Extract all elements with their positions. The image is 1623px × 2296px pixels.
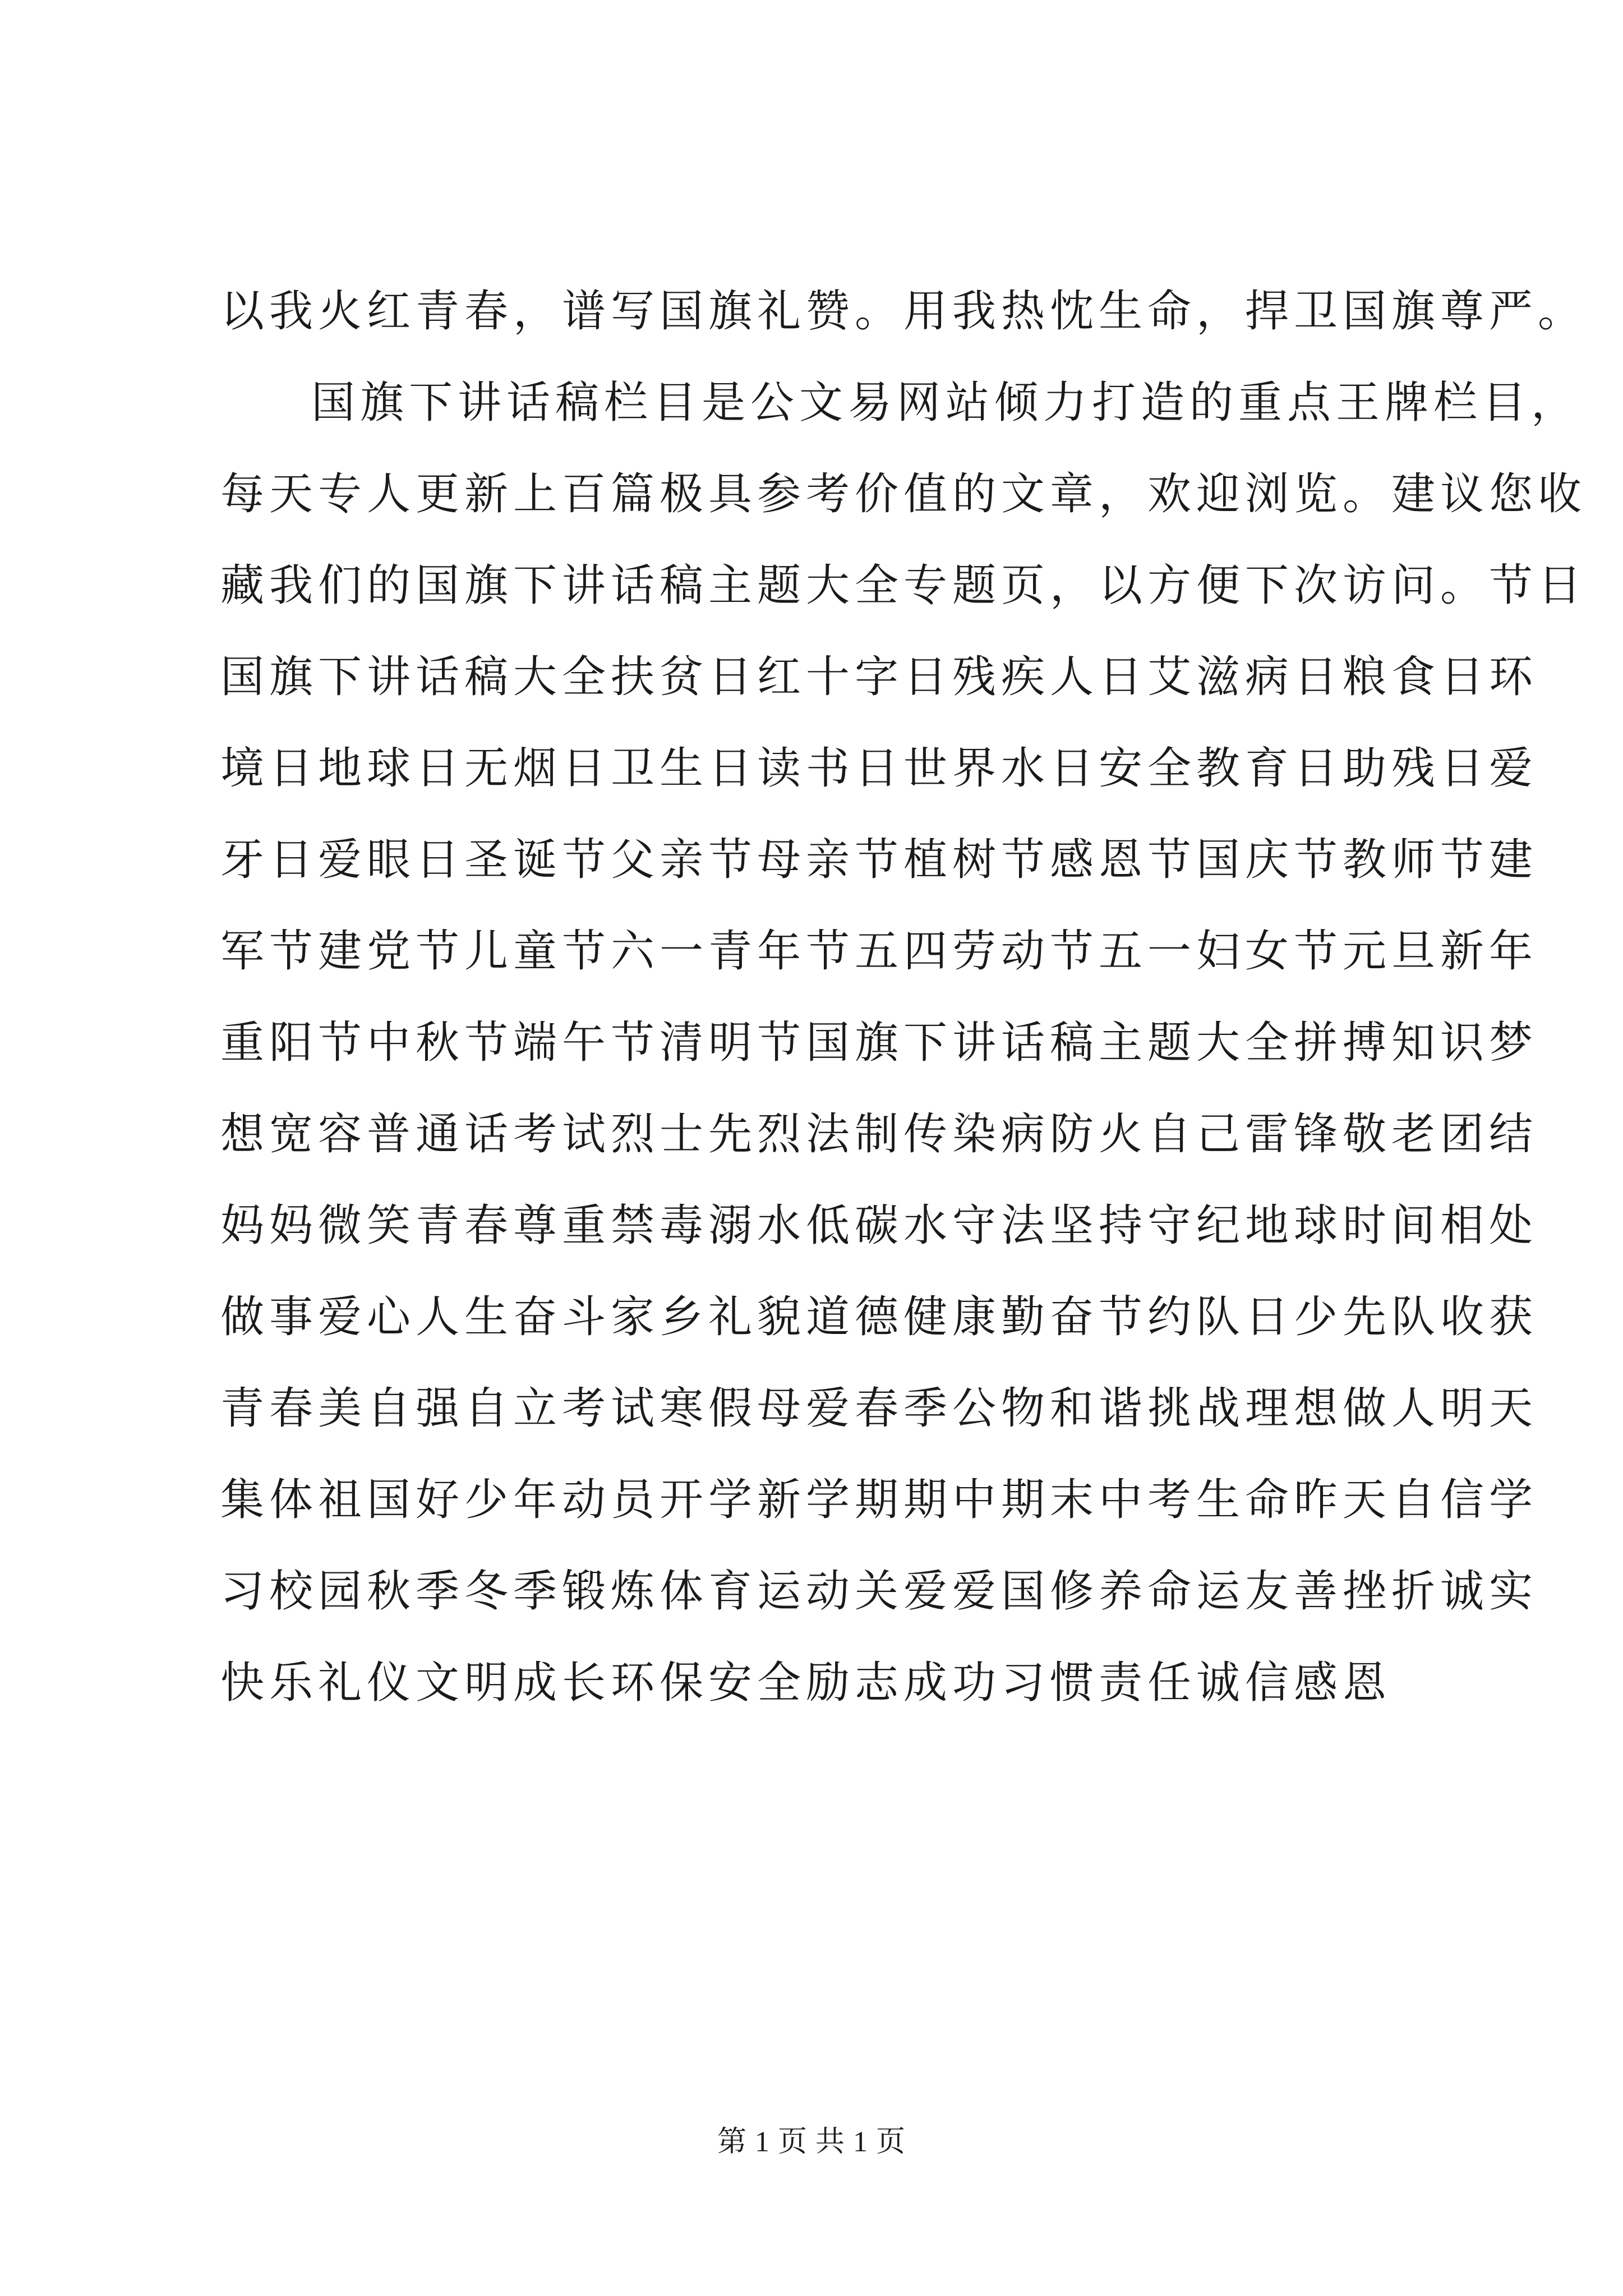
text-line: 藏我们的国旗下讲话稿主题大全专题页，以方便下次访问。节日 <box>220 560 1587 611</box>
text-line: 军节建党节儿童节六一青年节五四劳动节五一妇女节元旦新年 <box>220 926 1538 977</box>
text-line: 想宽容普通话考试烈士先烈法制传染病防火自己雷锋敬老团结 <box>220 1109 1538 1159</box>
paragraph-first-line: 国旗下讲话稿栏目是公文易网站倾力打造的重点王牌栏目， <box>311 378 1580 428</box>
text-line: 集体祖国好少年动员开学新学期期中期末中考生命昨天自信学 <box>220 1475 1538 1525</box>
text-line: 以我火红青春，谱写国旗礼赞。用我热忱生命，捍卫国旗尊严。 <box>220 286 1587 337</box>
text-line: 每天专人更新上百篇极具参考价值的文章，欢迎浏览。建议您收 <box>220 469 1587 519</box>
text-line: 牙日爱眼日圣诞节父亲节母亲节植树节感恩节国庆节教师节建 <box>220 835 1538 885</box>
page-number-footer: 第 1 页 共 1 页 <box>717 2126 906 2158</box>
document-body <box>220 266 1587 1729</box>
text-line: 国旗下讲话稿大全扶贫日红十字日残疾人日艾滋病日粮食日环 <box>220 652 1538 702</box>
text-line: 妈妈微笑青春尊重禁毒溺水低碳水守法坚持守纪地球时间相处 <box>220 1200 1538 1251</box>
text-line: 重阳节中秋节端午节清明节国旗下讲话稿主题大全拼搏知识梦 <box>220 1018 1538 1068</box>
text-line: 境日地球日无烟日卫生日读书日世界水日安全教育日助残日爱 <box>220 743 1538 794</box>
text-line: 习校园秋季冬季锻炼体育运动关爱爱国修养命运友善挫折诚实 <box>220 1566 1538 1617</box>
text-line: 做事爱心人生奋斗家乡礼貌道德健康勤奋节约队日少先队收获 <box>220 1292 1538 1342</box>
text-line: 快乐礼仪文明成长环保安全励志成功习惯责任诚信感恩 <box>220 1658 1392 1708</box>
text-line: 青春美自强自立考试寒假母爱春季公物和谐挑战理想做人明天 <box>220 1383 1538 1434</box>
